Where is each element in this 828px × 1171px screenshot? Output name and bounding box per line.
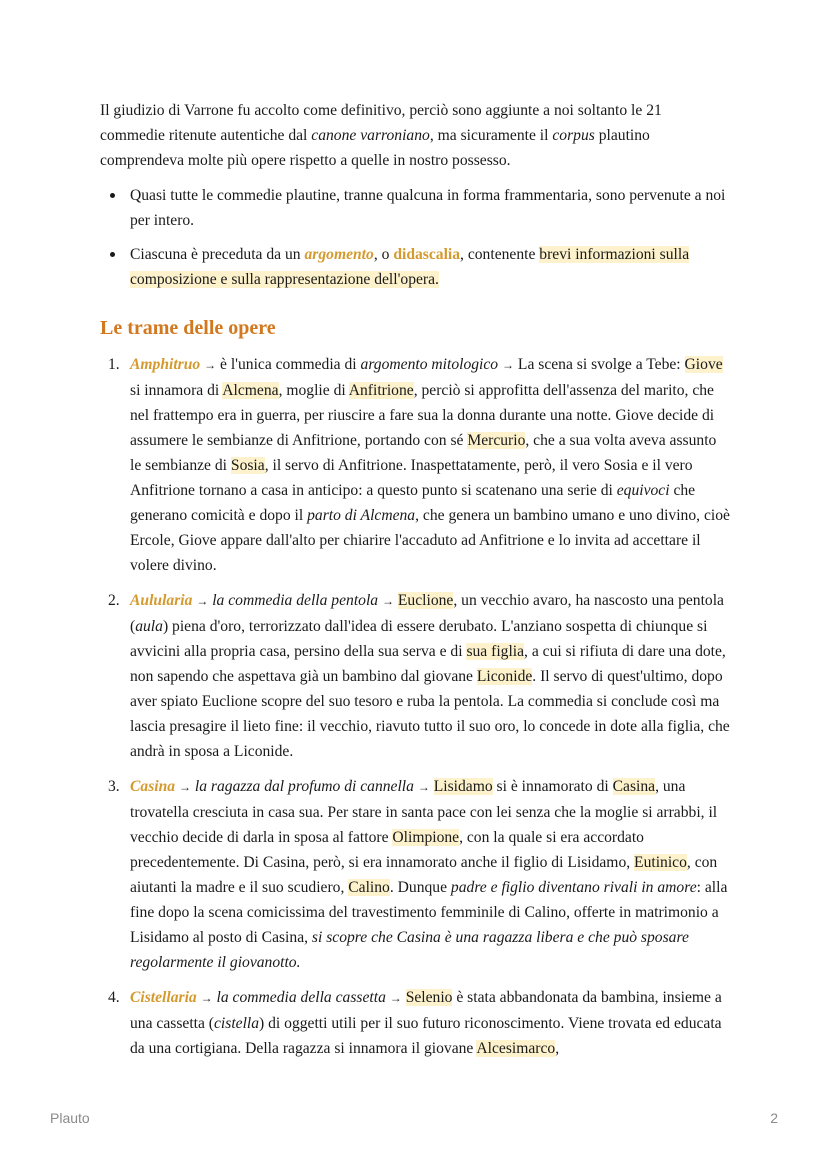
text: , moglie di [278, 382, 349, 399]
play-title: Casina [130, 778, 176, 795]
highlight: Alcmena [222, 382, 279, 399]
highlight: Anfitrione [348, 382, 414, 399]
highlight: Liconide [476, 668, 533, 685]
bullet-dot-icon [110, 252, 115, 257]
arrow-icon: → [389, 991, 402, 1005]
highlight: Calino [348, 879, 390, 896]
text: si è innamorato di [492, 778, 613, 795]
text: è stata abbandonata da bambina, insieme a una cassetta ( [130, 989, 722, 1032]
text: La scena si svolge a Tebe: [514, 356, 685, 373]
text: Il giudizio di Varrone fu accolto come definitivo, perciò sono aggiunte a noi soltanto le 21 commedie ritenute autentiche dal [100, 102, 662, 144]
text: , perciò si approfitta dell'assenza del marito, che nel frattempo era in guerra, per riuscire a fare sua la donna durante una notte. Giove decide di assumere le sembianze di Anfitrione, portando con sé [130, 382, 715, 449]
play-title: Amphitruo [130, 356, 201, 373]
text: , che genera un bambino umano e uno divino, cioè Ercole, Giove appare dall'alto per chiarire l'accaduto ad Anfitrione e lo invita ad accettare il volere divino. [130, 507, 730, 574]
page-number: 2 [770, 1110, 778, 1126]
italic-text: la ragazza dal profumo di cannella [194, 778, 414, 795]
text: Quasi tutte le commedie plautine, tranne qualcuna in forma frammentaria, sono pervenute a noi per intero. [130, 187, 726, 229]
arrow-icon: → [417, 780, 430, 794]
highlight: brevi informazioni sulla composizione e sulla rappresentazione dell'opera. [130, 246, 690, 288]
text: , che a sua volta aveva assunto le sembianze di [130, 432, 717, 474]
text: , con aiutanti la madre e il suo scudiero, [130, 854, 718, 896]
text: , o [373, 246, 394, 263]
arrow-icon: → [178, 780, 191, 794]
text: , a cui si rifiuta di dare una dote, non sapendo che aspettava già un bambino dal giovane [130, 643, 726, 685]
arrow-icon: → [200, 991, 213, 1005]
bullet-item [100, 242, 730, 292]
bullet-item [100, 183, 730, 233]
highlight: Lisidamo [433, 778, 493, 795]
italic-text: padre e figlio diventano rivali in amore [450, 879, 697, 896]
highlight: Olimpione [392, 829, 460, 846]
text: è l'unica commedia di [216, 356, 361, 373]
highlight: Selenio [405, 989, 453, 1006]
footer-title: Plauto [50, 1110, 90, 1126]
item-number: 2. [108, 592, 120, 609]
text: , ma sicuramente il [429, 127, 553, 144]
highlight: Giove [684, 356, 723, 373]
highlight: Sosia [230, 457, 265, 474]
text: , il servo di Anfitrione. Inaspettatamente, però, il vero Sosia e il vero Anfitrione tornano a casa in anticipo: a questo punto si scatenano una serie di [130, 457, 693, 499]
play-title: Cistellaria [130, 989, 197, 1006]
italic-text: parto di Alcmena [307, 507, 416, 524]
bullet-list [100, 183, 730, 292]
highlight: Mercurio [467, 432, 526, 449]
italic-text: corpus [552, 127, 595, 144]
text: plautino comprendeva molte più opere rispetto a quelle in nostro possesso. [100, 127, 650, 169]
text: ) di oggetti utili per il suo futuro riconoscimento. Viene trovata ed educata da una cortigiana. Della ragazza si innamora il giovane [130, 1015, 722, 1057]
list-item-cistellaria [100, 985, 730, 1061]
item-number: 1. [108, 356, 120, 373]
section-title: Le trame delle opere [100, 317, 276, 339]
italic-text: la commedia della pentola [212, 592, 379, 609]
list-item-casina [100, 774, 730, 975]
italic-text: cistella [214, 1015, 260, 1032]
text: ) piena d'oro, terrorizzato dall'idea di essere derubato. L'anziano sospetta di chiunque si avvicini alla propria casa, persino della sua serva e di [130, 618, 708, 660]
highlight: sua figlia [466, 643, 525, 660]
intro-paragraph [100, 98, 730, 173]
list-item-aulularia [100, 588, 730, 764]
italic-text: si scopre che Casina è una ragazza libera e che può sposare regolarmente il giovanotto. [130, 929, 689, 971]
italic-text: aula [135, 618, 163, 635]
highlight: Euclione [397, 592, 454, 609]
document-page [100, 98, 730, 1071]
keyword-argomento: argomento [304, 246, 374, 263]
text: . Il servo di quest'ultimo, dopo aver spiato Euclione scopre del suo tesoro e ruba la pentola. La commedia si conclude così ma lascia presagire il lieto fine: il vecchio, riavuto tutto il suo oro, lo concede in dote alla figlia, che andrà in sposa a Liconide. [130, 668, 730, 760]
arrow-icon: → [196, 594, 209, 608]
play-title: Aulularia [130, 592, 193, 609]
item-number: 4. [108, 989, 120, 1006]
text: . Dunque [389, 879, 451, 896]
bullet-dot-icon [110, 193, 115, 198]
text: , con la quale si era accordato precedentemente. Di Casina, però, si era innamorato anche il figlio di Lisidamo, [130, 829, 644, 871]
italic-text: equivoci [616, 482, 670, 499]
text: , una trovatella cresciuta in casa sua. Per stare in santa pace con lei senza che la moglie si arrabbi, il vecchio decide di darla in sposa al fattore [130, 778, 718, 846]
item-number: 3. [108, 778, 120, 795]
highlight: Alcesimarco [476, 1040, 556, 1057]
italic-text: la commedia della cassetta [216, 989, 386, 1006]
highlight: Eutinico [634, 854, 687, 871]
text: , [555, 1040, 560, 1057]
italic-text: argomento mitologico [360, 356, 499, 373]
list-item-amphitruo [100, 352, 730, 578]
text: , un vecchio avaro, ha nascosto una pentola ( [130, 592, 724, 635]
italic-text: canone varroniano [311, 127, 430, 144]
arrow-icon: → [204, 358, 217, 372]
highlight: Casina [612, 778, 656, 795]
text: si innamora di [130, 382, 223, 399]
text: Ciascuna è preceduta da un [130, 246, 305, 263]
plays-list [100, 352, 730, 1061]
text: : alla fine dopo la scena comicissima del travestimento femminile di Calino, offerte in matrimonio a Lisidamo al posto di Casina, [130, 879, 728, 946]
keyword-didascalia: didascalia [393, 246, 461, 263]
text: , contenente [460, 246, 540, 263]
text: che generano comicità e dopo il [130, 482, 696, 524]
arrow-icon: → [502, 358, 515, 372]
arrow-icon: → [382, 594, 394, 608]
